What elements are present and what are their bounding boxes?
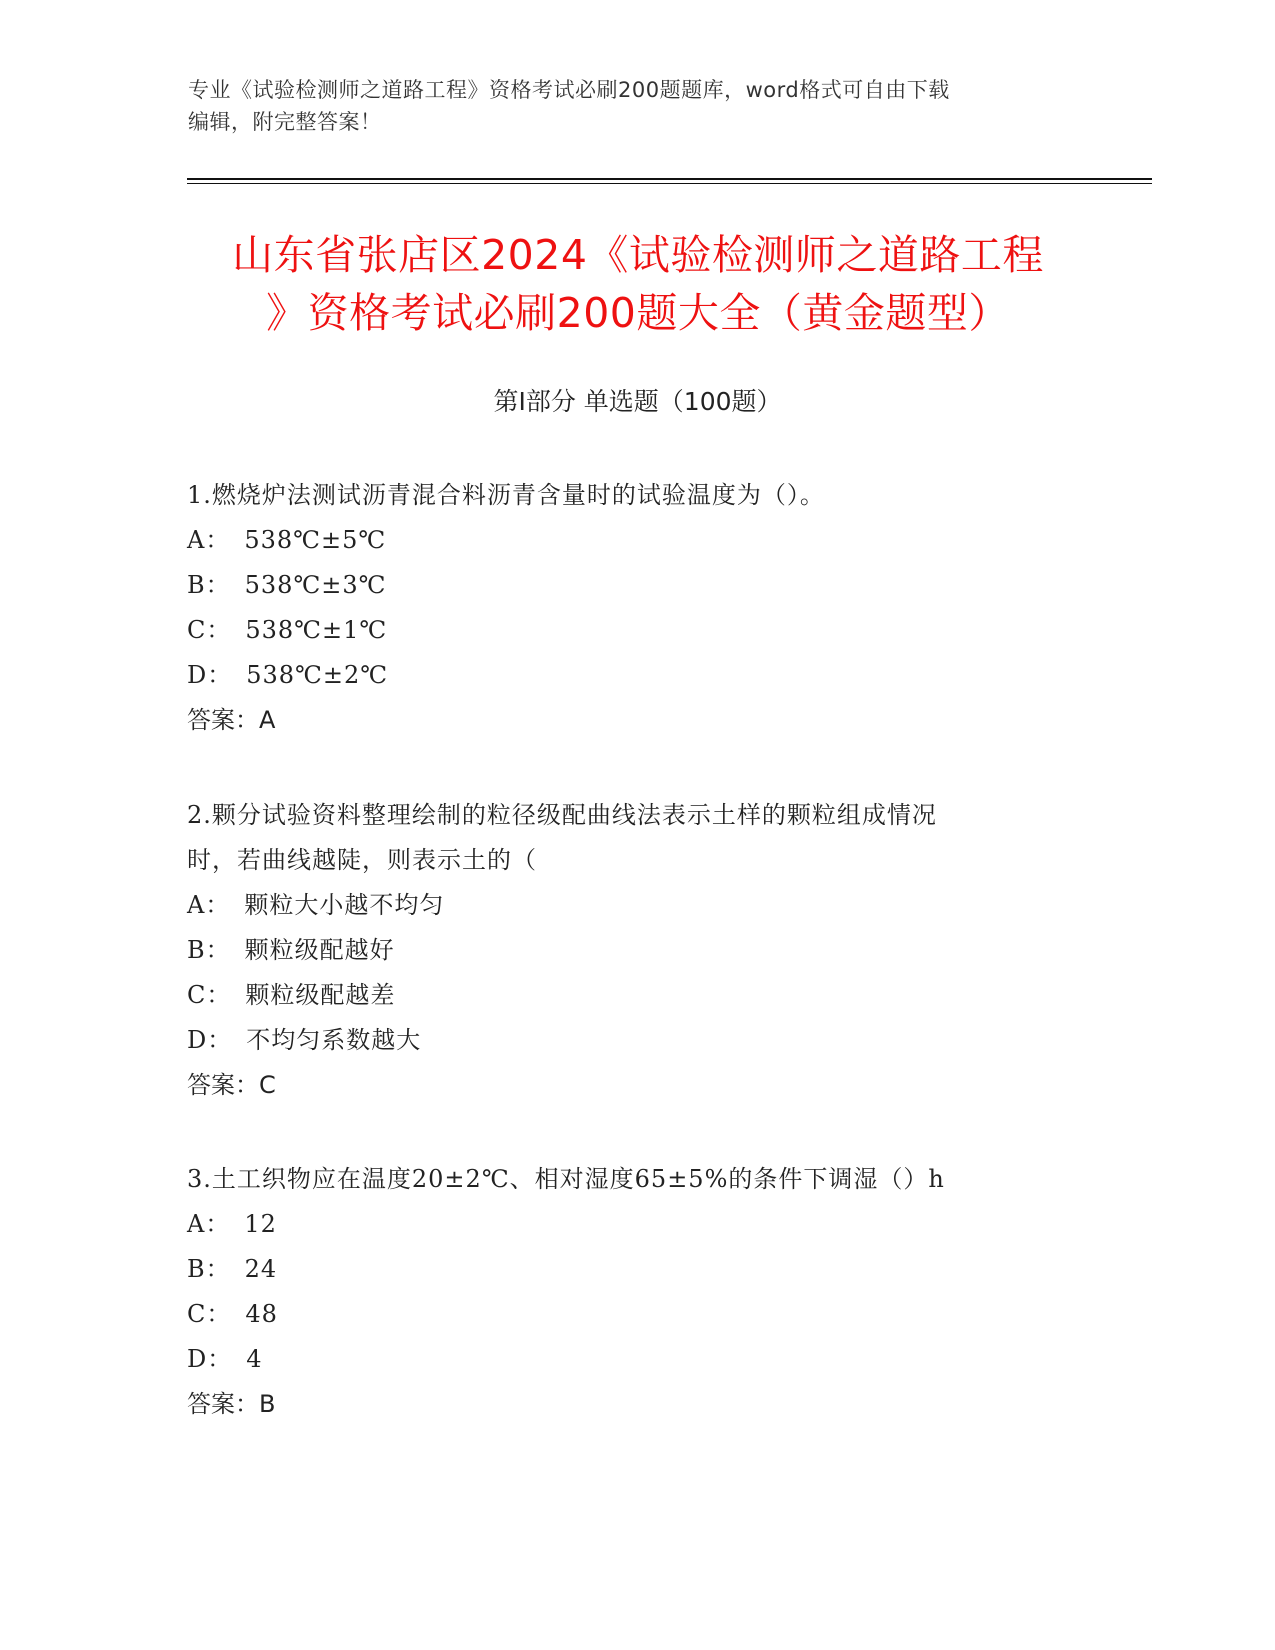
option-text: 538℃±1℃ xyxy=(245,616,388,644)
option-d xyxy=(187,1018,1067,1063)
question-2 xyxy=(187,793,1067,1108)
document-title xyxy=(188,226,1088,342)
option-text: 4 xyxy=(246,1345,263,1373)
option-separator: ： xyxy=(205,526,231,554)
answer-value: B xyxy=(259,1390,276,1418)
question-stem-line-1: 2.颗分试验资料整理绘制的粒径级配曲线法表示土样的颗粒组成情况 xyxy=(187,801,937,829)
intro-line-2: 编辑，附完整答案！ xyxy=(188,110,382,134)
title-line-1: 山东省张店区2024《试验检测师之道路工程 xyxy=(232,231,1044,279)
intro-text xyxy=(188,74,1088,138)
title-line-2: 》资格考试必刷200题大全（黄金题型） xyxy=(266,289,1010,337)
answer-label: 答案： xyxy=(187,1071,259,1099)
option-text: 颗粒级配越好 xyxy=(244,936,395,964)
option-separator: ： xyxy=(207,1026,233,1054)
question-stem: 3.土工织物应在温度20±2℃、相对湿度65±5%的条件下调湿（）h xyxy=(187,1165,945,1193)
option-separator: ： xyxy=(206,981,232,1009)
option-separator: ： xyxy=(206,1300,232,1328)
option-key: A xyxy=(187,891,206,919)
option-separator: ： xyxy=(205,936,231,964)
option-c xyxy=(187,1292,1067,1337)
option-key: C xyxy=(187,1300,207,1328)
option-separator: ： xyxy=(205,1210,231,1238)
option-text: 12 xyxy=(244,1210,277,1238)
option-d xyxy=(187,1337,1067,1382)
option-key: A xyxy=(187,526,206,554)
option-b xyxy=(187,1247,1067,1292)
option-key: D xyxy=(187,661,208,689)
option-c xyxy=(187,973,1067,1018)
option-b xyxy=(187,563,1067,608)
option-a xyxy=(187,883,1067,928)
option-key: C xyxy=(187,616,207,644)
option-key: D xyxy=(187,1345,208,1373)
answer-line xyxy=(187,698,1067,743)
answer-value: C xyxy=(259,1071,276,1099)
option-text: 24 xyxy=(244,1255,278,1283)
option-separator: ： xyxy=(205,1255,231,1283)
option-text: 538℃±2℃ xyxy=(246,661,389,689)
option-separator: ： xyxy=(206,616,232,644)
section-heading: 第Ⅰ部分 单选题（100题） xyxy=(493,387,782,416)
question-stem: 1.燃烧炉法测试沥青混合料沥青含量时的试验温度为（）。 xyxy=(187,481,825,509)
option-b xyxy=(187,928,1067,973)
option-text: 不均匀系数越大 xyxy=(246,1026,422,1054)
question-stem-line-2: 时，若曲线越陡，则表示土的（ xyxy=(187,846,537,874)
option-key: B xyxy=(187,571,206,599)
option-separator: ： xyxy=(207,661,233,689)
intro-line-1: 专业《试验检测师之道路工程》资格考试必刷200题题库，word格式可自由下载 xyxy=(188,78,950,102)
option-separator: ： xyxy=(205,571,231,599)
option-key: B xyxy=(187,1255,206,1283)
option-separator: ： xyxy=(207,1345,233,1373)
header-divider-thin xyxy=(187,183,1152,184)
option-text: 颗粒大小越不均匀 xyxy=(244,891,445,919)
option-separator: ： xyxy=(205,891,231,919)
answer-line xyxy=(187,1063,1067,1108)
answer-label: 答案： xyxy=(187,1390,259,1418)
option-c xyxy=(187,608,1067,653)
option-a xyxy=(187,518,1067,563)
question-3 xyxy=(187,1157,1067,1427)
option-key: A xyxy=(187,1210,206,1238)
answer-value: A xyxy=(259,706,276,734)
option-key: B xyxy=(187,936,206,964)
header-divider-thick xyxy=(187,178,1152,180)
option-text: 颗粒级配越差 xyxy=(245,981,396,1009)
question-1 xyxy=(187,473,1067,743)
answer-line xyxy=(187,1382,1067,1427)
option-key: D xyxy=(187,1026,208,1054)
answer-label: 答案： xyxy=(187,706,259,734)
option-text: 48 xyxy=(245,1300,278,1328)
option-d xyxy=(187,653,1067,698)
option-text: 538℃±3℃ xyxy=(244,571,387,599)
option-a xyxy=(187,1202,1067,1247)
option-text: 538℃±5℃ xyxy=(244,526,387,554)
option-key: C xyxy=(187,981,207,1009)
